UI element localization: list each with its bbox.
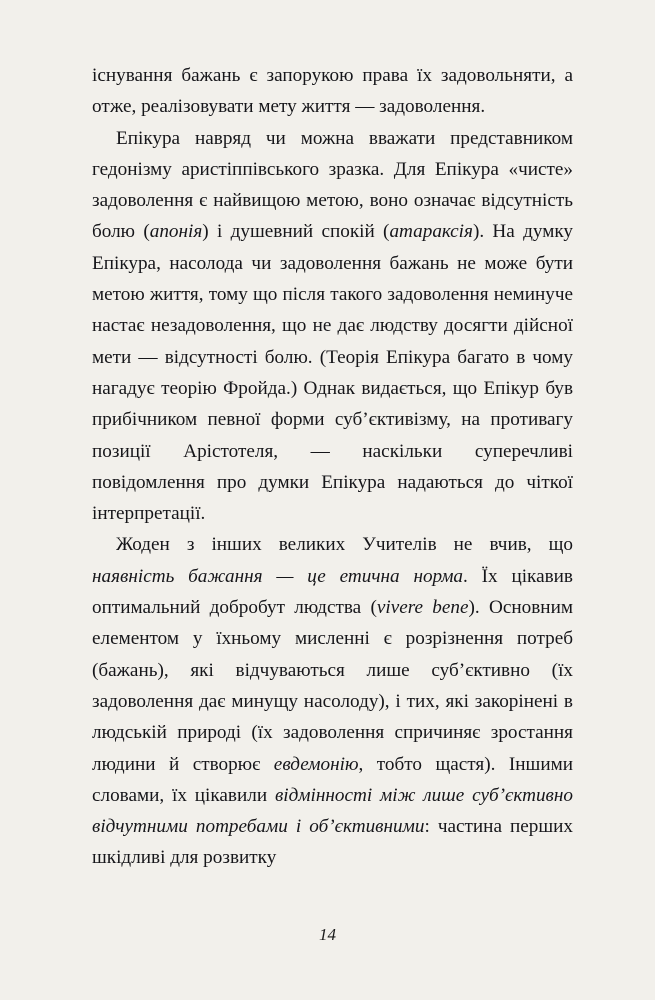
para-2 — [92, 123, 573, 530]
emphasis-text: апонія — [149, 221, 203, 243]
emphasis-text: наявність бажання — це етична норма — [92, 565, 464, 587]
emphasis-text: атараксія — [389, 221, 473, 243]
text-run: існування бажань є запорукою права їх задовольняти, а отже, реалізовувати мету життя — задоволення. — [92, 65, 573, 118]
text-run: ) і душевний спокій ( — [202, 221, 390, 243]
para-3 — [92, 529, 573, 873]
text-run: ). На думку Епікура, насолода чи задоволення бажань не може бути метою життя, тому що після такого задоволення неминуче настає незадоволення, що не дає людству досягти дійсної мети — відсутності болю. (Теорія Епікура багато в чому нагадує теорію Фройда.) Однак видається, що Епікур був прибічником певної форми суб’єктивізму, на противагу позиції Арістотеля, — наскільки суперечливі повідомлення про думки Епікура надаються до чіткої інтерпретації. — [92, 221, 574, 525]
text-run: , тобто щастя). Іншими словами, їх цікавили — [92, 753, 573, 806]
para-1 — [92, 60, 573, 123]
emphasis-text: евдемонію — [273, 753, 359, 775]
text-run: : частина перших шкідливі для розвитку — [92, 816, 574, 869]
emphasis-text: відмінності між лише суб’єктивно відчутними потребами і об’єктивними — [92, 784, 573, 838]
page-body — [92, 60, 573, 874]
emphasis-text: vivere bene — [376, 597, 469, 619]
text-run: Жоден з інших великих Учителів не вчив, що — [116, 534, 573, 556]
page-number: 14 — [319, 925, 336, 944]
text-run: ). Основним елементом у їхньому мисленні є розрізнення потреб (бажань), які відчуваються лише суб’єктивно (їх задоволення дає минущу насолоду), і тих, які закорінені в людській природі (їх задоволення спричиняє зростання людини й створює — [92, 597, 573, 775]
text-run: Епікура навряд чи можна вважати представником гедонізму аристіппівського зразка. Для Епікура «чисте» задоволення є найвищою метою, воно означає відсутність болю ( — [92, 127, 573, 243]
text-run: . Їх цікавив оптимальний добробут людства ( — [92, 565, 573, 619]
